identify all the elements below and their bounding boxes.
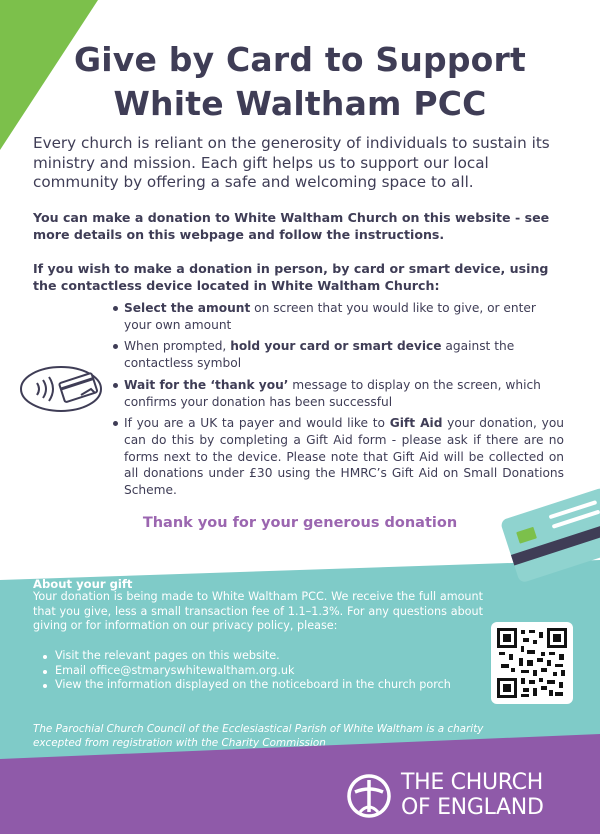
title-line-1: Give by Card to Support [73,40,527,79]
qr-code-pattern [497,628,567,698]
in-person-donation-paragraph: If you wish to make a donation in person, by card or smart device, using the contactless device located in White Waltham Church: [33,261,549,293]
thank-you-message: Thank you for your generous donation [142,515,458,531]
contactless-card-icon [19,365,105,413]
list-item: When prompted, hold your card or smart device against the contactless symbol [124,338,564,371]
charity-note: The Parochial Church Council of the Ecclesiastical Parish of White Waltham is a charity excepted from registration with the Charity Commission [33,723,484,749]
church-of-england-logo [345,772,393,820]
instruction-list [112,300,564,504]
list-item: Visit the relevant pages on this website. [55,649,483,664]
about-gift-body: Your donation is being made to White Waltham PCC. We receive the full amount that you give, less a small transaction fee of 1.1–1.3%. For any questions about giving or for information on our privacy policy, please: [33,590,483,632]
website-donation-paragraph: You can make a donation to White Waltham Church on this website - see more details on this webpage and follow the instructions. [33,210,550,242]
intro-paragraph: Every church is reliant on the generosity of individuals to sustain its ministry and mission. Each gift helps us to support our local community by offering a safe and welcoming space to all. [33,134,550,191]
list-item: If you are a UK ta payer and would like to Gift Aid your donation, you can do this by completing a Gift Aid form - please ask if there are no forms next to the device. Please note that Gift Aid will be collected on all donations under £30 using the HMRC’s Gift Aid on Small Donations Scheme. [124,416,565,498]
title-line-2: White Waltham PCC [113,84,487,123]
payment-card-illustration [496,484,600,586]
list-item: Email office@stmaryswhitewaltham.org.uk [55,664,483,679]
list-item: Wait for the ‘thank you’ message to display on the screen, which confirms your donation has been successful [124,377,564,410]
list-item: Select the amount on screen that you would like to give, or enter your own amount [124,300,564,333]
brand-name: THE CHURCH OF ENGLAND [401,770,544,820]
about-gift-list [55,649,483,693]
about-gift-title: About your gift [33,577,133,591]
list-item: View the information displayed on the noticeboard in the church porch [55,678,483,693]
church-of-england-brand [345,770,585,822]
page-title [0,38,600,126]
qr-code [491,622,573,704]
